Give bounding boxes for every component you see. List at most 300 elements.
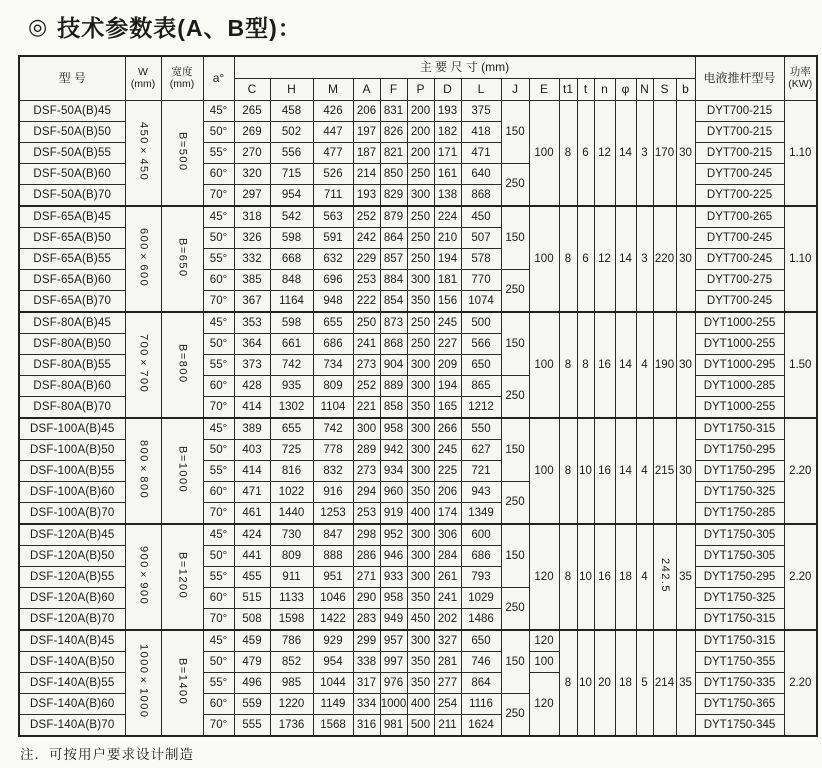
angle-cell: 45°: [203, 312, 234, 334]
angle-cell: 50°: [203, 228, 234, 249]
dim-cell-A: 222: [353, 291, 380, 313]
dim-cell-D: 277: [434, 673, 461, 694]
dim-cell-C: 373: [234, 355, 270, 376]
dim-cell-F: 958: [380, 418, 407, 440]
dim-cell-C: 559: [234, 694, 270, 715]
dim-cell-D: 225: [434, 461, 461, 482]
dim-cell-b: 30: [676, 418, 695, 524]
dim-cell-H: 848: [270, 270, 313, 291]
angle-cell: 70°: [203, 609, 234, 631]
width-cell-text: B=1000: [176, 445, 189, 494]
dim-cell-D: 261: [434, 567, 461, 588]
dim-cell-M: 1044: [313, 673, 353, 694]
dim-cell-n: 12: [594, 206, 615, 312]
rod-model-cell: DYT1750-315: [695, 630, 784, 652]
col-header-width-unit: (mm): [169, 77, 195, 90]
rod-model-cell: DYT1750-315: [695, 609, 784, 631]
dim-col-header-A: A: [353, 79, 380, 101]
dim-cell-A: 316: [353, 715, 380, 737]
dim-cell-C: 508: [234, 609, 270, 631]
dim-cell-P: 350: [407, 397, 434, 419]
dim-col-header-n: n: [594, 79, 615, 101]
dim-cell-D: 202: [434, 609, 461, 631]
dim-cell-M: 477: [313, 143, 353, 164]
dim-cell-P: 350: [407, 673, 434, 694]
power-cell: 2.20: [784, 630, 817, 736]
dim-cell-L: 1029: [461, 588, 501, 609]
dim-cell-t1: 8: [559, 630, 577, 736]
angle-cell: 55°: [203, 567, 234, 588]
dim-cell-M: 888: [313, 546, 353, 567]
dim-cell-P: 300: [407, 567, 434, 588]
dim-cell-F: 952: [380, 524, 407, 546]
rod-model-cell: DYT1750-285: [695, 503, 784, 525]
col-header-w-label: W: [138, 66, 148, 79]
rod-model-cell: DYT1000-255: [695, 334, 784, 355]
dim-cell-M: 1149: [313, 694, 353, 715]
rod-model-cell: DYT1750-315: [695, 418, 784, 440]
dim-cell-A: 273: [353, 461, 380, 482]
dim-cell-E: 120: [529, 524, 559, 630]
dim-cell-L: 1349: [461, 503, 501, 525]
dim-cell-M: 426: [313, 101, 353, 122]
angle-cell: 60°: [203, 694, 234, 715]
angle-cell: 45°: [203, 206, 234, 228]
dim-cell-A: 273: [353, 355, 380, 376]
dim-cell-P: 250: [407, 206, 434, 228]
dim-cell-H: 742: [270, 355, 313, 376]
dim-col-header-M: M: [313, 79, 353, 101]
col-header-power-unit: (KW): [788, 77, 813, 90]
dim-cell-L: 865: [461, 376, 501, 397]
dim-cell-phi: 18: [615, 630, 636, 736]
w-cell-text: 600×600: [137, 227, 150, 288]
power-cell: 1.10: [784, 101, 817, 207]
col-header-rod: 电液推杆型号: [695, 56, 784, 101]
rod-model-cell: DYT700-215: [695, 143, 784, 164]
dim-cell-N: 5: [636, 630, 653, 736]
spec-table-body: [19, 101, 817, 737]
dim-cell-S: 215: [653, 418, 676, 524]
width-cell: [161, 312, 203, 418]
dim-cell-L: 418: [461, 122, 501, 143]
dim-cell-C: 270: [234, 143, 270, 164]
dim-cell-N: 4: [636, 418, 653, 524]
dim-cell-D: 181: [434, 270, 461, 291]
model-cell: DSF-140A(B)50: [19, 652, 125, 673]
w-cell-text: 1000×1000: [137, 644, 150, 719]
model-cell: DSF-80A(B)45: [19, 312, 125, 334]
angle-cell: 70°: [203, 397, 234, 419]
dim-cell-phi: 14: [615, 418, 636, 524]
angle-cell: 70°: [203, 715, 234, 737]
model-cell: DSF-80A(B)70: [19, 397, 125, 419]
dim-cell-H: 655: [270, 418, 313, 440]
dim-cell-D: 194: [434, 249, 461, 270]
dim-cell-P: 300: [407, 546, 434, 567]
dim-cell-F: 981: [380, 715, 407, 737]
dim-cell-D: 266: [434, 418, 461, 440]
dim-cell-C: 389: [234, 418, 270, 440]
dim-cell-P: 250: [407, 228, 434, 249]
dim-cell-F: 864: [380, 228, 407, 249]
table-row: [19, 312, 817, 334]
rod-model-cell: DYT700-215: [695, 122, 784, 143]
footnote: 注．可按用户要求设计制造: [20, 747, 194, 762]
dim-cell-E: 100: [529, 312, 559, 418]
dim-cell-M: 1422: [313, 609, 353, 631]
angle-cell: 50°: [203, 652, 234, 673]
dim-cell-n: 16: [594, 312, 615, 418]
width-cell-text: B=1200: [176, 551, 189, 600]
col-header-w-unit: (mm): [130, 77, 156, 90]
col-header-width: [161, 56, 203, 101]
dim-cell-L: 450: [461, 206, 501, 228]
dim-cell-M: 711: [313, 185, 353, 207]
dim-cell-M: 447: [313, 122, 353, 143]
dim-cell-L: 1212: [461, 397, 501, 419]
rod-model-cell: DYT1000-295: [695, 355, 784, 376]
dim-cell-M: 655: [313, 312, 353, 334]
dim-cell-H: 668: [270, 249, 313, 270]
dim-cell-J: 150: [501, 206, 529, 270]
dim-col-header-N: N: [636, 79, 653, 101]
dim-cell-C: 555: [234, 715, 270, 737]
dim-cell-A: 286: [353, 546, 380, 567]
dim-cell-t: 10: [577, 630, 594, 736]
table-row: [19, 206, 817, 228]
angle-cell: 70°: [203, 291, 234, 313]
dim-cell-t: 6: [577, 101, 594, 207]
dim-cell-L: 868: [461, 185, 501, 207]
dim-cell-C: 479: [234, 652, 270, 673]
width-cell: [161, 630, 203, 736]
dim-col-header-t: t: [577, 79, 594, 101]
dim-cell-D: 327: [434, 630, 461, 652]
dim-cell-H: 725: [270, 440, 313, 461]
dim-cell-C: 428: [234, 376, 270, 397]
dim-cell-t1: 8: [559, 418, 577, 524]
dim-cell-M: 832: [313, 461, 353, 482]
dim-cell-A: 242: [353, 228, 380, 249]
angle-cell: 45°: [203, 524, 234, 546]
dim-cell-A: 294: [353, 482, 380, 503]
dim-cell-b: 30: [676, 206, 695, 312]
model-cell: DSF-140A(B)70: [19, 715, 125, 737]
power-cell: 1.10: [784, 206, 817, 312]
dim-cell-L: 864: [461, 673, 501, 694]
dim-cell-P: 250: [407, 249, 434, 270]
w-cell-text: 450×450: [137, 121, 150, 182]
dim-cell-F: 942: [380, 440, 407, 461]
col-header-power: [784, 56, 817, 101]
dim-cell-n: 20: [594, 630, 615, 736]
model-cell: DSF-140A(B)60: [19, 694, 125, 715]
dim-cell-A: 317: [353, 673, 380, 694]
rod-model-cell: DYT1750-295: [695, 440, 784, 461]
dim-cell-E: 100: [529, 418, 559, 524]
model-cell: DSF-80A(B)55: [19, 355, 125, 376]
dim-cell-A: 250: [353, 312, 380, 334]
dim-cell-L: 627: [461, 440, 501, 461]
dim-cell-C: 414: [234, 397, 270, 419]
dim-cell-H: 1302: [270, 397, 313, 419]
model-cell: DSF-120A(B)50: [19, 546, 125, 567]
dim-cell-C: 364: [234, 334, 270, 355]
w-cell-text: 700×700: [137, 333, 150, 394]
dim-cell-L: 1486: [461, 609, 501, 631]
dim-cell-J: 150: [501, 101, 529, 164]
dim-cell-D: 211: [434, 715, 461, 737]
dim-cell-F: 858: [380, 397, 407, 419]
dim-cell-L: 640: [461, 164, 501, 185]
dim-cell-F: 868: [380, 334, 407, 355]
dim-cell-H: 458: [270, 101, 313, 122]
power-cell: 2.20: [784, 524, 817, 630]
width-cell: [161, 418, 203, 524]
dim-cell-D: 209: [434, 355, 461, 376]
dim-cell-M: 742: [313, 418, 353, 440]
dim-cell-S: 220: [653, 206, 676, 312]
rod-model-cell: DYT700-245: [695, 228, 784, 249]
dim-cell-H: 1164: [270, 291, 313, 313]
dim-cell-A: 338: [353, 652, 380, 673]
dim-cell-P: 350: [407, 652, 434, 673]
model-cell: DSF-65A(B)70: [19, 291, 125, 313]
dim-cell-C: 332: [234, 249, 270, 270]
dim-cell-A: 300: [353, 418, 380, 440]
dim-cell-t: 6: [577, 206, 594, 312]
dim-cell-D: 165: [434, 397, 461, 419]
dim-cell-P: 300: [407, 376, 434, 397]
model-cell: DSF-50A(B)50: [19, 122, 125, 143]
dim-cell-A: 252: [353, 206, 380, 228]
dim-cell-L: 578: [461, 249, 501, 270]
dim-cell-L: 650: [461, 630, 501, 652]
width-cell-text: B=500: [176, 131, 189, 172]
angle-cell: 55°: [203, 461, 234, 482]
rod-model-cell: DYT1750-345: [695, 715, 784, 737]
model-cell: DSF-80A(B)50: [19, 334, 125, 355]
dim-cell-C: 353: [234, 312, 270, 334]
dim-cell-A: 197: [353, 122, 380, 143]
dim-cell-P: 300: [407, 461, 434, 482]
angle-cell: 55°: [203, 355, 234, 376]
dim-cell-P: 200: [407, 143, 434, 164]
dim-cell-J: 250: [501, 694, 529, 737]
dim-cell-F: 958: [380, 588, 407, 609]
dim-cell-H: 556: [270, 143, 313, 164]
w-cell: [125, 630, 161, 736]
dim-cell-E: 100: [529, 101, 559, 207]
dim-cell-P: 300: [407, 630, 434, 652]
dim-cell-P: 300: [407, 440, 434, 461]
power-cell: 2.20: [784, 418, 817, 524]
dim-cell-E: 100: [529, 206, 559, 312]
dim-cell-H: 502: [270, 122, 313, 143]
dim-cell-F: 826: [380, 122, 407, 143]
rod-model-cell: DYT1750-295: [695, 567, 784, 588]
dim-col-header-L: L: [461, 79, 501, 101]
dim-cell-M: 916: [313, 482, 353, 503]
dim-cell-M: 948: [313, 291, 353, 313]
dim-col-header-H: H: [270, 79, 313, 101]
col-header-model: 型 号: [19, 56, 125, 101]
dim-cell-D: 171: [434, 143, 461, 164]
col-header-main-dims: 主 要 尺 寸 (mm): [234, 56, 695, 79]
model-cell: DSF-65A(B)60: [19, 270, 125, 291]
dim-cell-C: 461: [234, 503, 270, 525]
dim-cell-H: 1133: [270, 588, 313, 609]
dim-cell-H: 661: [270, 334, 313, 355]
dim-cell-F: 1000: [380, 694, 407, 715]
dim-cell-C: 265: [234, 101, 270, 122]
dim-cell-phi: 14: [615, 206, 636, 312]
dim-cell-P: 350: [407, 291, 434, 313]
dim-cell-D: 182: [434, 122, 461, 143]
rod-model-cell: DYT700-245: [695, 164, 784, 185]
dim-cell-D: 284: [434, 546, 461, 567]
dim-cell-M: 809: [313, 376, 353, 397]
dim-cell-M: 632: [313, 249, 353, 270]
rod-model-cell: DYT1750-295: [695, 461, 784, 482]
model-cell: DSF-120A(B)60: [19, 588, 125, 609]
spec-table: [18, 55, 818, 737]
dim-cell-N: 3: [636, 101, 653, 207]
width-cell-text: B=1400: [176, 657, 189, 706]
width-cell: [161, 524, 203, 630]
dim-cell-F: 884: [380, 270, 407, 291]
dim-cell-F: 946: [380, 546, 407, 567]
dim-cell-S: 190: [653, 312, 676, 418]
dim-cell-C: 424: [234, 524, 270, 546]
dim-cell-J: 150: [501, 524, 529, 588]
dim-cell-M: 1568: [313, 715, 353, 737]
dim-cell-E: 100: [529, 652, 559, 673]
dim-cell-n: 16: [594, 418, 615, 524]
dim-cell-P: 200: [407, 101, 434, 122]
w-cell: [125, 524, 161, 630]
angle-cell: 45°: [203, 418, 234, 440]
dim-cell-C: 455: [234, 567, 270, 588]
dim-cell-t: 10: [577, 524, 594, 630]
dim-cell-L: 471: [461, 143, 501, 164]
dim-cell-D: 156: [434, 291, 461, 313]
dim-cell-J: 250: [501, 270, 529, 313]
model-cell: DSF-80A(B)60: [19, 376, 125, 397]
model-cell: DSF-140A(B)45: [19, 630, 125, 652]
dim-cell-P: 250: [407, 164, 434, 185]
dim-cell-J: 150: [501, 630, 529, 694]
dim-col-header-P: P: [407, 79, 434, 101]
angle-cell: 50°: [203, 334, 234, 355]
dim-cell-P: 250: [407, 334, 434, 355]
dim-cell-L: 943: [461, 482, 501, 503]
dim-cell-t: 10: [577, 418, 594, 524]
model-cell: DSF-50A(B)55: [19, 143, 125, 164]
dim-cell-A: 214: [353, 164, 380, 185]
dim-cell-J: 150: [501, 312, 529, 376]
dim-cell-A: 241: [353, 334, 380, 355]
dim-cell-D: 206: [434, 482, 461, 503]
dim-cell-A: 283: [353, 609, 380, 631]
dim-cell-C: 320: [234, 164, 270, 185]
dim-cell-N: 4: [636, 312, 653, 418]
dim-cell-D: 194: [434, 376, 461, 397]
dim-cell-F: 854: [380, 291, 407, 313]
dim-cell-phi: 14: [615, 101, 636, 207]
dim-cell-H: 1220: [270, 694, 313, 715]
dim-cell-A: 334: [353, 694, 380, 715]
dim-cell-P: 350: [407, 482, 434, 503]
rod-model-cell: DYT700-275: [695, 270, 784, 291]
angle-cell: 55°: [203, 673, 234, 694]
dim-cell-A: 299: [353, 630, 380, 652]
table-row: [19, 524, 817, 546]
model-cell: DSF-65A(B)45: [19, 206, 125, 228]
dim-cell-J: 250: [501, 588, 529, 631]
dim-cell-L: 793: [461, 567, 501, 588]
dim-cell-A: 298: [353, 524, 380, 546]
model-cell: DSF-50A(B)60: [19, 164, 125, 185]
dim-cell-L: 746: [461, 652, 501, 673]
dim-cell-C: 269: [234, 122, 270, 143]
model-cell: DSF-65A(B)50: [19, 228, 125, 249]
dim-cell-M: 1046: [313, 588, 353, 609]
dim-cell-P: 200: [407, 122, 434, 143]
dim-cell-P: 300: [407, 355, 434, 376]
angle-cell: 60°: [203, 588, 234, 609]
rod-model-cell: DYT1750-355: [695, 652, 784, 673]
angle-cell: 60°: [203, 376, 234, 397]
table-row: [19, 418, 817, 440]
dim-cell-F: 831: [380, 101, 407, 122]
dim-cell-M: 847: [313, 524, 353, 546]
dim-cell-L: 375: [461, 101, 501, 122]
col-header-width-label: 宽度: [171, 66, 193, 79]
dim-cell-E: 120: [529, 673, 559, 737]
dim-cell-H: 1736: [270, 715, 313, 737]
dim-cell-M: 696: [313, 270, 353, 291]
dim-cell-M: 1253: [313, 503, 353, 525]
model-cell: DSF-120A(B)55: [19, 567, 125, 588]
dim-cell-H: 786: [270, 630, 313, 652]
dim-col-header-C: C: [234, 79, 270, 101]
dim-cell-P: 400: [407, 694, 434, 715]
rod-model-cell: DYT1750-305: [695, 546, 784, 567]
dim-cell-P: 350: [407, 588, 434, 609]
width-cell: [161, 101, 203, 207]
dim-col-header-E: E: [529, 79, 559, 101]
dim-cell-N: 3: [636, 206, 653, 312]
dim-cell-F: 889: [380, 376, 407, 397]
dim-cell-n: 16: [594, 524, 615, 630]
dim-cell-b: 30: [676, 101, 695, 207]
dim-cell-S-text: 242.5: [659, 557, 671, 593]
angle-cell: 50°: [203, 122, 234, 143]
w-cell-text: 900×900: [137, 545, 150, 606]
rod-model-cell: DYT1750-325: [695, 482, 784, 503]
model-cell: DSF-65A(B)55: [19, 249, 125, 270]
angle-cell: 50°: [203, 440, 234, 461]
dim-cell-F: 949: [380, 609, 407, 631]
dim-cell-L: 770: [461, 270, 501, 291]
dim-cell-L: 500: [461, 312, 501, 334]
dim-cell-H: 852: [270, 652, 313, 673]
dim-cell-F: 821: [380, 143, 407, 164]
dim-cell-D: 281: [434, 652, 461, 673]
dim-cell-H: 730: [270, 524, 313, 546]
